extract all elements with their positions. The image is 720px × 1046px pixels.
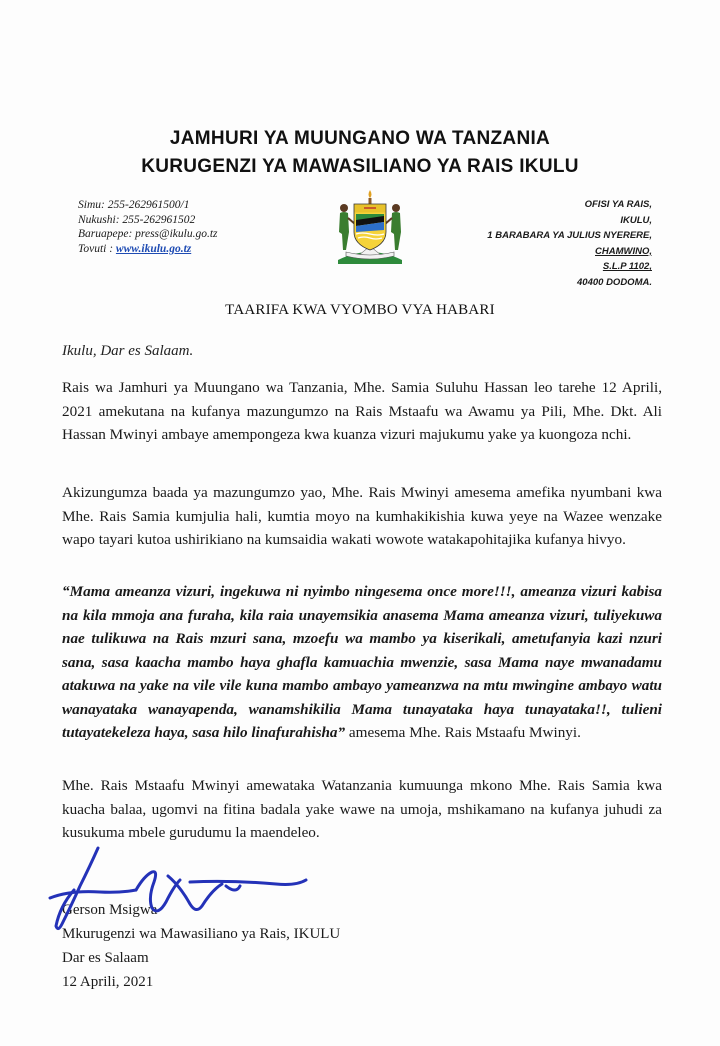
website-link[interactable]: www.ikulu.go.tz [115,242,192,255]
email-line: Baruapepe: press@ikulu.go.tz [78,228,218,240]
paragraph-2: Akizungumza baada ya mazungumzo yao, Mhe. Rais Mwinyi amesema amefika nyumbani kwa Mhe. Rais Samia kumjulia hali, kumtia moyo na kumhakikishia kuwa yeye na Wazee wenzake wapo tayari kutoa ushirikiano na kumsaidia wakati wowote watakapohitajika kufanya hivyo. [62,484,662,548]
dateline-place: Ikulu, Dar es Salaam. [62,343,194,359]
document-subject: TAARIFA KWA VYOMBO VYA HABARI [225,302,495,318]
paragraph-1: Rais wa Jamhuri ya Muungano wa Tanzania, Mhe. Samia Suluhu Hassan leo tarehe 12 Aprili, 2021 amekutana na kufanya mazungumzo na Rais Mstaafu wa Awamu ya Pili, Mhe. Dkt. Ali Hassan Mwinyi ambaye amempongeza kwa kuanza vizuri majukumu yake ya kuongoza nchi. [62,379,662,443]
phone-line: Simu: 255-262961500/1 [78,199,190,211]
handwritten-signature [40,846,320,936]
address-city: CHAMWINO, [595,245,652,257]
paragraph-4: Mhe. Rais Mstaafu Mwinyi amewataka Watanzania kumuunga mkono Mhe. Rais Samia kwa kuacha balaa, ugomvi na fitina badala yake wawe na umoja, mshikamano na kufanya juhudi za kusukuma mbele gurudumu la maendeleo. [62,777,662,841]
address-line [460,259,652,275]
website-label: Tovuti : [78,242,116,255]
address-line: OFISI YA RAIS, [584,199,652,210]
address-po-box: S.L.P 1102, [602,261,652,272]
address-block [460,197,652,290]
signatory-name: Gerson Msigwa [62,902,158,918]
website-line [78,242,308,257]
signatory-city: Dar es Salaam [62,950,149,966]
address-line [460,244,652,260]
contact-block [78,198,308,256]
address-line: IKULU, [620,214,652,226]
signature-date: 12 Aprili, 2021 [62,974,154,990]
header-line-2: KURUGENZI YA MAWASILIANO YA RAIS IKULU [141,156,579,177]
signatory-title: Mkurugenzi wa Mawasiliano ya Rais, IKULU [62,926,341,942]
paragraph-3-quote [62,580,662,745]
address-line: 40400 DODOMA. [577,276,652,288]
quote-text: “Mama ameanza vizuri, ingekuwa ni nyimbo ningesema once more!!!, ameanza vizuri kabisa na kila mmoja ana furaha, kila raia unayemsikia anasema Mama ameanza vizuri, tuliyekuwa nae tulikuwa na Rais mzuri sana, mzoefu wa mambo ya kiserikali, ametufanyia kazi nzuri sana, sasa kaacha mambo haya ghafla kamuachia mwenzie, sasa Mama naye mwanadamu atakuwa na yake na vile vile kuna mambo ambayo yameanzwa na mtu mwingine ambayo watu wanayataka wanayapenda, wanamshikilia Mama tunayataka haya tunayataka!!, tulieni tutayatekeleza haya, sasa hilo linafurahisha” [62,583,662,741]
address-line: 1 BARABARA YA JULIUS NYERERE, [487,230,652,241]
coat-of-arms-icon [330,186,410,266]
header-line-1: JAMHURI YA MUUNGANO WA TANZANIA [169,128,551,149]
quote-attribution: amesema Mhe. Rais Mstaafu Mwinyi. [345,724,581,741]
fax-line: Nukushi: 255-262961502 [78,213,196,226]
